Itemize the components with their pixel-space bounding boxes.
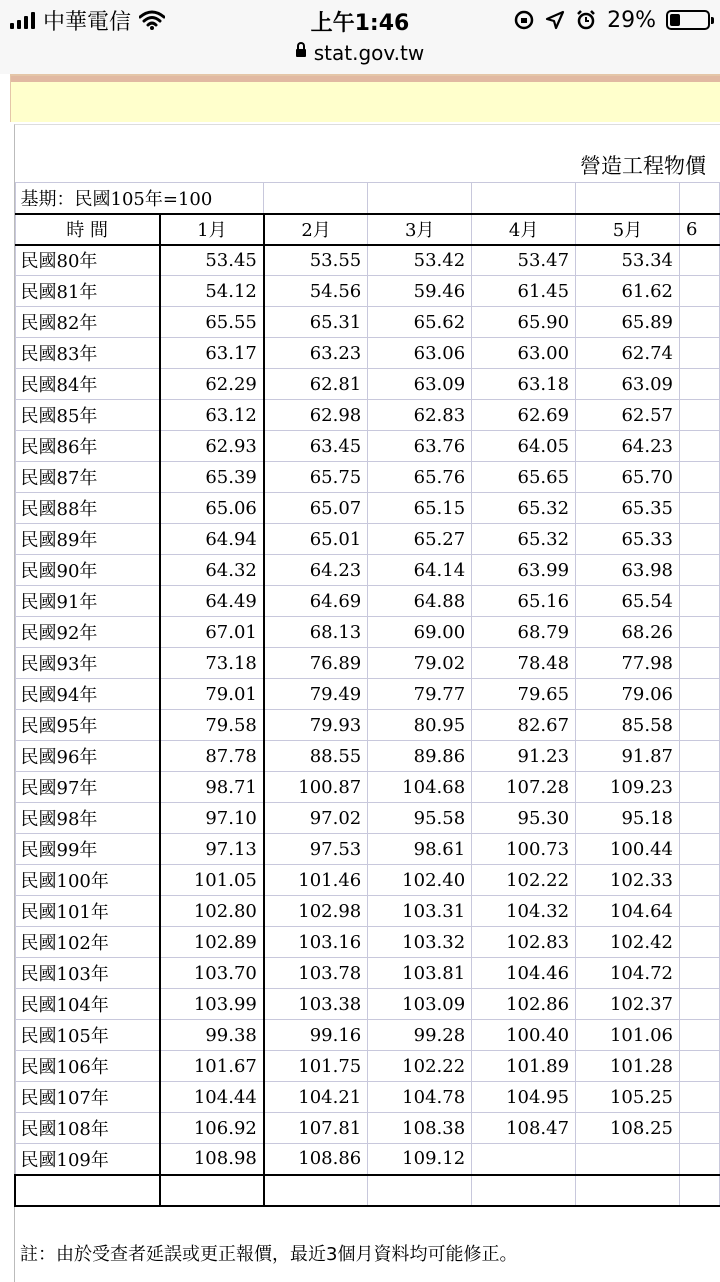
table-row <box>15 1144 720 1175</box>
cell-value: 62.93 <box>160 431 264 462</box>
cell-value: 99.28 <box>368 1020 472 1051</box>
cell-value: 87.78 <box>160 741 264 772</box>
cell-value: 64.23 <box>576 431 680 462</box>
cell-value <box>679 1051 719 1082</box>
row-year-label: 民國92年 <box>15 617 160 648</box>
cell-value <box>679 865 719 896</box>
cell-value <box>679 896 719 927</box>
cell-value: 102.98 <box>264 896 368 927</box>
cell-value: 95.58 <box>368 803 472 834</box>
row-year-label: 民國95年 <box>15 710 160 741</box>
cell-value: 79.49 <box>264 679 368 710</box>
cell-value: 108.86 <box>264 1144 368 1175</box>
cell-value: 65.55 <box>160 307 264 338</box>
price-index-table <box>14 182 720 1207</box>
cell-value: 100.87 <box>264 772 368 803</box>
cell-value <box>679 710 719 741</box>
location-icon <box>545 10 565 30</box>
clock-time: 上午1:46 <box>310 11 410 36</box>
cell-value: 63.06 <box>368 338 472 369</box>
row-year-label: 民國82年 <box>15 307 160 338</box>
cell-value: 68.79 <box>472 617 576 648</box>
cell-value: 103.81 <box>368 958 472 989</box>
cell-value: 53.42 <box>368 245 472 276</box>
row-year-label: 民國106年 <box>15 1051 160 1082</box>
table-row <box>15 586 720 617</box>
cell-value <box>679 741 719 772</box>
table-row <box>15 524 720 555</box>
cell-value: 100.44 <box>576 834 680 865</box>
cell-value: 68.13 <box>264 617 368 648</box>
table-row <box>15 1020 720 1051</box>
cell-value: 103.16 <box>264 927 368 958</box>
cell-value: 98.61 <box>368 834 472 865</box>
cell-value: 64.14 <box>368 555 472 586</box>
url-domain: stat.gov.tw <box>313 41 425 65</box>
table-row <box>15 896 720 927</box>
cell-value: 102.22 <box>472 865 576 896</box>
table-row <box>15 710 720 741</box>
banner-text-clipped <box>11 76 720 82</box>
cell-value: 101.05 <box>160 865 264 896</box>
rotation-lock-icon <box>513 9 535 31</box>
cell-value: 104.95 <box>472 1082 576 1113</box>
empty-cell <box>472 1175 576 1206</box>
cell-value: 63.98 <box>576 555 680 586</box>
table-row <box>15 865 720 896</box>
cell-value: 79.65 <box>472 679 576 710</box>
cell-value: 109.12 <box>368 1144 472 1175</box>
cell-value: 61.62 <box>576 276 680 307</box>
cell-value: 68.26 <box>576 617 680 648</box>
row-year-label: 民國98年 <box>15 803 160 834</box>
row-year-label: 民國103年 <box>15 958 160 989</box>
cell-value: 63.00 <box>472 338 576 369</box>
cell-value: 104.72 <box>576 958 680 989</box>
cell-value: 63.17 <box>160 338 264 369</box>
cell-value <box>679 1144 719 1175</box>
cell-value: 79.02 <box>368 648 472 679</box>
cell-value <box>679 1113 719 1144</box>
cell-value: 62.81 <box>264 369 368 400</box>
cell-value: 108.47 <box>472 1113 576 1144</box>
row-year-label: 民國96年 <box>15 741 160 772</box>
cell-value: 65.01 <box>264 524 368 555</box>
cell-value: 104.64 <box>576 896 680 927</box>
cell-value: 77.98 <box>576 648 680 679</box>
table-row <box>15 617 720 648</box>
cell-value: 104.68 <box>368 772 472 803</box>
cell-value: 73.18 <box>160 648 264 679</box>
cell-value: 79.58 <box>160 710 264 741</box>
cell-value: 103.31 <box>368 896 472 927</box>
cell-value: 63.12 <box>160 400 264 431</box>
cell-value <box>679 1082 719 1113</box>
table-row <box>15 834 720 865</box>
cell-value: 102.86 <box>472 989 576 1020</box>
cell-value: 102.33 <box>576 865 680 896</box>
cell-value: 64.49 <box>160 586 264 617</box>
cell-value: 62.69 <box>472 400 576 431</box>
cell-value: 59.46 <box>368 276 472 307</box>
cell-value: 53.47 <box>472 245 576 276</box>
notice-banner <box>10 74 720 122</box>
row-year-label: 民國102年 <box>15 927 160 958</box>
cell-value: 65.16 <box>472 586 576 617</box>
cell-value: 67.01 <box>160 617 264 648</box>
row-year-label: 民國97年 <box>15 772 160 803</box>
cell-value: 102.40 <box>368 865 472 896</box>
cell-value: 91.23 <box>472 741 576 772</box>
cell-value: 65.90 <box>472 307 576 338</box>
table-row <box>15 276 720 307</box>
cell-value: 64.94 <box>160 524 264 555</box>
cell-value: 65.06 <box>160 493 264 524</box>
cell-value: 78.48 <box>472 648 576 679</box>
table-row <box>15 400 720 431</box>
cell-value: 101.46 <box>264 865 368 896</box>
column-header-apr: 4月 <box>472 214 576 245</box>
table-row <box>15 555 720 586</box>
row-year-label: 民國91年 <box>15 586 160 617</box>
cell-value: 53.45 <box>160 245 264 276</box>
header-row <box>15 214 720 245</box>
cell-value: 62.74 <box>576 338 680 369</box>
cell-value: 85.58 <box>576 710 680 741</box>
row-year-label: 民國93年 <box>15 648 160 679</box>
cell-value: 62.98 <box>264 400 368 431</box>
cell-value <box>679 338 719 369</box>
row-year-label: 民國107年 <box>15 1082 160 1113</box>
cell-value <box>679 524 719 555</box>
cell-value: 101.89 <box>472 1051 576 1082</box>
empty-cell <box>160 1175 264 1206</box>
cell-value <box>679 679 719 710</box>
empty-cell <box>679 1175 719 1206</box>
cell-value: 65.70 <box>576 462 680 493</box>
empty-cell <box>368 1175 472 1206</box>
cell-value: 62.57 <box>576 400 680 431</box>
row-year-label: 民國109年 <box>15 1144 160 1175</box>
cell-value: 102.42 <box>576 927 680 958</box>
alarm-icon <box>575 9 597 31</box>
table-row <box>15 431 720 462</box>
cell-value: 98.71 <box>160 772 264 803</box>
row-year-label: 民國87年 <box>15 462 160 493</box>
cell-value <box>679 772 719 803</box>
cell-value <box>679 369 719 400</box>
cell-value: 62.29 <box>160 369 264 400</box>
empty-cell <box>15 1175 160 1206</box>
cell-value: 62.83 <box>368 400 472 431</box>
footnote: 註：由於受查者延誤或更正報價，最近3個月資料均可能修正。 <box>20 1244 518 1265</box>
cell-value <box>576 1144 680 1175</box>
cell-value: 95.18 <box>576 803 680 834</box>
lock-icon <box>296 49 306 57</box>
cell-value <box>679 400 719 431</box>
row-year-label: 民國108年 <box>15 1113 160 1144</box>
cell-value: 97.13 <box>160 834 264 865</box>
table-row <box>15 679 720 710</box>
table-row <box>15 772 720 803</box>
cell-value: 102.83 <box>472 927 576 958</box>
table-row <box>15 338 720 369</box>
table-row <box>15 803 720 834</box>
cell-value: 106.92 <box>160 1113 264 1144</box>
cell-value: 65.33 <box>576 524 680 555</box>
cell-value: 63.18 <box>472 369 576 400</box>
cell-value: 65.39 <box>160 462 264 493</box>
cell-value: 95.30 <box>472 803 576 834</box>
cell-value: 80.95 <box>368 710 472 741</box>
column-header-mar: 3月 <box>368 214 472 245</box>
row-year-label: 民國84年 <box>15 369 160 400</box>
cell-value: 108.25 <box>576 1113 680 1144</box>
cell-value: 107.81 <box>264 1113 368 1144</box>
cell-value: 64.05 <box>472 431 576 462</box>
cell-value: 102.37 <box>576 989 680 1020</box>
cell-value <box>679 958 719 989</box>
cell-value: 63.99 <box>472 555 576 586</box>
cell-value: 97.53 <box>264 834 368 865</box>
cell-value: 53.55 <box>264 245 368 276</box>
cell-value: 65.62 <box>368 307 472 338</box>
cell-value: 103.38 <box>264 989 368 1020</box>
cell-value: 63.45 <box>264 431 368 462</box>
cell-value: 101.06 <box>576 1020 680 1051</box>
table-row <box>15 369 720 400</box>
table-row <box>15 958 720 989</box>
cell-value: 103.32 <box>368 927 472 958</box>
cell-value: 63.23 <box>264 338 368 369</box>
cell-value <box>679 803 719 834</box>
battery-icon <box>666 10 710 30</box>
cell-value: 61.45 <box>472 276 576 307</box>
cell-value: 65.15 <box>368 493 472 524</box>
column-header-time: 時 間 <box>15 214 160 245</box>
url-bar[interactable] <box>0 40 720 74</box>
table-row <box>15 493 720 524</box>
cell-value: 99.16 <box>264 1020 368 1051</box>
cell-value: 97.02 <box>264 803 368 834</box>
cell-value: 65.65 <box>472 462 576 493</box>
table-row <box>15 1113 720 1144</box>
table-row <box>15 307 720 338</box>
cell-value <box>679 927 719 958</box>
cell-value: 103.78 <box>264 958 368 989</box>
cell-value: 101.28 <box>576 1051 680 1082</box>
cell-value: 64.88 <box>368 586 472 617</box>
cell-value: 97.10 <box>160 803 264 834</box>
cell-value: 109.23 <box>576 772 680 803</box>
battery-percentage: 29% <box>607 7 656 33</box>
column-header-jun: 6 <box>679 214 719 245</box>
table-row <box>15 648 720 679</box>
cell-value: 103.70 <box>160 958 264 989</box>
cell-value: 63.09 <box>576 369 680 400</box>
column-header-jan: 1月 <box>160 214 264 245</box>
cell-value: 65.54 <box>576 586 680 617</box>
cell-value: 108.98 <box>160 1144 264 1175</box>
cell-value: 69.00 <box>368 617 472 648</box>
row-year-label: 民國85年 <box>15 400 160 431</box>
cell-value <box>679 276 719 307</box>
cell-value: 54.12 <box>160 276 264 307</box>
cell-value: 64.23 <box>264 555 368 586</box>
cell-value: 108.38 <box>368 1113 472 1144</box>
row-year-label: 民國81年 <box>15 276 160 307</box>
row-year-label: 民國94年 <box>15 679 160 710</box>
cell-value: 76.89 <box>264 648 368 679</box>
cell-value: 105.25 <box>576 1082 680 1113</box>
row-year-label: 民國104年 <box>15 989 160 1020</box>
cell-value <box>679 586 719 617</box>
cell-value: 79.77 <box>368 679 472 710</box>
cell-value: 65.31 <box>264 307 368 338</box>
carrier-name: 中華電信 <box>43 9 132 35</box>
cell-value: 104.44 <box>160 1082 264 1113</box>
cell-value: 54.56 <box>264 276 368 307</box>
table-row <box>15 927 720 958</box>
row-year-label: 民國88年 <box>15 493 160 524</box>
cell-value: 63.76 <box>368 431 472 462</box>
cell-value <box>472 1144 576 1175</box>
row-year-label: 民國83年 <box>15 338 160 369</box>
cell-value: 101.75 <box>264 1051 368 1082</box>
cell-value: 65.07 <box>264 493 368 524</box>
cell-value <box>679 648 719 679</box>
cell-value: 104.21 <box>264 1082 368 1113</box>
cell-value: 107.28 <box>472 772 576 803</box>
cell-value: 65.76 <box>368 462 472 493</box>
row-year-label: 民國99年 <box>15 834 160 865</box>
table-row <box>15 741 720 772</box>
cell-value: 103.99 <box>160 989 264 1020</box>
table-row <box>15 1051 720 1082</box>
row-year-label: 民國89年 <box>15 524 160 555</box>
cell-value: 63.09 <box>368 369 472 400</box>
cell-value: 53.34 <box>576 245 680 276</box>
cell-value: 82.67 <box>472 710 576 741</box>
cell-value: 64.69 <box>264 586 368 617</box>
cell-value: 65.27 <box>368 524 472 555</box>
table-row <box>15 989 720 1020</box>
base-period-row <box>15 183 720 214</box>
empty-cell <box>576 1175 680 1206</box>
table-row <box>15 462 720 493</box>
cell-value: 100.40 <box>472 1020 576 1051</box>
cell-value: 65.32 <box>472 524 576 555</box>
cell-value: 89.86 <box>368 741 472 772</box>
cell-value: 104.78 <box>368 1082 472 1113</box>
row-year-label: 民國80年 <box>15 245 160 276</box>
cell-value: 104.32 <box>472 896 576 927</box>
cell-value: 64.32 <box>160 555 264 586</box>
cell-value: 91.87 <box>576 741 680 772</box>
cell-value: 79.01 <box>160 679 264 710</box>
row-year-label: 民國101年 <box>15 896 160 927</box>
cell-value: 104.46 <box>472 958 576 989</box>
cell-value: 102.89 <box>160 927 264 958</box>
cell-value <box>679 307 719 338</box>
cell-value: 65.35 <box>576 493 680 524</box>
row-year-label: 民國100年 <box>15 865 160 896</box>
cell-value <box>679 493 719 524</box>
column-header-feb: 2月 <box>264 214 368 245</box>
cell-value: 65.75 <box>264 462 368 493</box>
cell-value <box>679 834 719 865</box>
cell-value <box>679 462 719 493</box>
empty-row <box>15 1175 720 1206</box>
table-row <box>15 1082 720 1113</box>
cell-value: 103.09 <box>368 989 472 1020</box>
cell-value: 101.67 <box>160 1051 264 1082</box>
base-period-label: 基期：民國105年=100 <box>15 183 264 214</box>
cell-value: 79.93 <box>264 710 368 741</box>
cell-value: 99.38 <box>160 1020 264 1051</box>
cell-value: 65.32 <box>472 493 576 524</box>
cell-value: 79.06 <box>576 679 680 710</box>
row-year-label: 民國105年 <box>15 1020 160 1051</box>
table-title: 營造工程物價 <box>580 154 706 178</box>
cell-value: 88.55 <box>264 741 368 772</box>
cell-value: 102.80 <box>160 896 264 927</box>
row-year-label: 民國90年 <box>15 555 160 586</box>
cell-value <box>679 617 719 648</box>
cell-value <box>679 245 719 276</box>
cell-value <box>679 555 719 586</box>
cell-value <box>679 431 719 462</box>
cell-value <box>679 1020 719 1051</box>
cell-value: 102.22 <box>368 1051 472 1082</box>
empty-cell <box>264 1175 368 1206</box>
row-year-label: 民國86年 <box>15 431 160 462</box>
cell-value: 65.89 <box>576 307 680 338</box>
cell-value <box>679 989 719 1020</box>
cell-value: 100.73 <box>472 834 576 865</box>
column-header-may: 5月 <box>576 214 680 245</box>
table-row <box>15 245 720 276</box>
status-bar <box>0 0 720 40</box>
